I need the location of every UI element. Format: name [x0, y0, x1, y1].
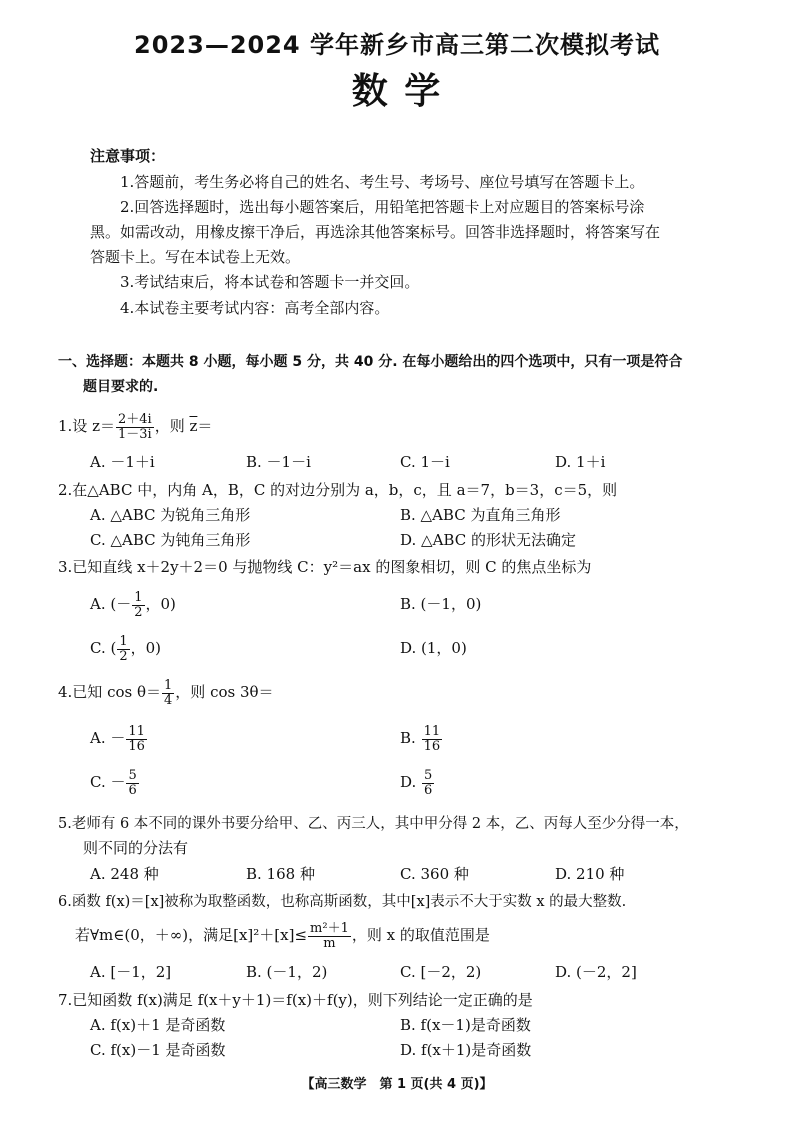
question-7-stem: 7.已知函数 f(x)满足 f(x＋y＋1)＝f(x)＋f(y)，则下列结论一定正确的是	[58, 991, 533, 1009]
option-a: A. －1＋i	[90, 453, 155, 471]
question-2-stem: 2.在△ABC 中，内角 A，B，C 的对边分别为 a，b，c，且 a＝7，b＝3，c＝5，则	[58, 481, 618, 499]
option-d: D. (1，0)	[400, 639, 467, 657]
subject-title: 数 学	[351, 71, 443, 112]
option-d: D. 1＋i	[555, 453, 606, 471]
option-b: B. 168 种	[246, 865, 315, 883]
option-d: D. $\frac{5}{6}$	[400, 767, 433, 798]
option-b: B. f(x－1)是奇函数	[400, 1016, 531, 1034]
notice-item: 2.回答选择题时，选出每小题答案后，用铅笔把答题卡上对应题目的答案标号涂	[120, 198, 645, 216]
notice-item: 答题卡上。写在本试卷上无效。	[90, 248, 301, 266]
option-b: B. $\frac{11}{16}$	[400, 723, 441, 754]
option-b: B. －1－i	[246, 453, 311, 471]
option-d: D. f(x＋1)是奇函数	[400, 1041, 532, 1059]
question-1-stem: 1.设 z＝ $\frac{2+4i}{1-3i}$ ，则 $\overline{z}=$	[58, 411, 213, 442]
option-c: C. f(x)－1 是奇函数	[90, 1041, 226, 1059]
section-heading-cont: 题目要求的.	[83, 379, 159, 395]
option-a: A. [－1，2]	[90, 963, 172, 981]
option-d: D. 210 种	[555, 865, 625, 883]
option-c: C. △ABC 为钝角三角形	[90, 531, 251, 549]
option-d: D. △ABC 的形状无法确定	[400, 531, 576, 549]
question-4-stem: 4.已知 cos θ＝ $\frac{1}{4}$ ，则 cos 3θ＝	[58, 677, 274, 708]
option-a: A. 248 种	[90, 865, 159, 883]
option-c: C. 360 种	[400, 865, 469, 883]
section-heading: 一、选择题：本题共 8 小题，每小题 5 分，共 40 分. 在每小题给出的四个选项中，只有一项是符合	[58, 354, 683, 370]
option-b: B. (－1，2)	[246, 963, 328, 981]
option-a: A. (－ $\frac{1}{2}$ ，0)	[90, 589, 176, 620]
exam-title: 2023—2024 学年新乡市高三第二次模拟考试	[134, 31, 660, 59]
notice-heading: 注意事项：	[90, 147, 166, 165]
option-d: D. (－2，2]	[555, 963, 637, 981]
question-5-stem-cont: 则不同的分法有	[83, 839, 189, 857]
question-6-stem-cont: 若∀m∈(0，＋∞)，满足[x]²＋[x]≤ $\frac{\text{m²＋1}}{m}$ ，则 x 的取值范围是	[75, 920, 490, 951]
notice-item: 黑。如需改动，用橡皮擦干净后，再选涂其他答案标号。回答非选择题时，将答案写在	[90, 223, 661, 241]
option-b: B. △ABC 为直角三角形	[400, 506, 561, 524]
option-c: C. 1－i	[400, 453, 450, 471]
option-c: C. [－2，2)	[400, 963, 482, 981]
page-footer: 【高三数学 第 1 页(共 4 页)】	[301, 1077, 493, 1092]
notice-item: 3.考试结束后，将本试卷和答题卡一并交回。	[120, 273, 420, 291]
option-a: A. － $\frac{11}{16}$	[90, 723, 145, 754]
question-6-stem: 6.函数 f(x)＝[x]被称为取整函数，也称高斯函数，其中[x]表示不大于实数 x 的最大整数.	[58, 894, 627, 910]
option-a: A. f(x)＋1 是奇函数	[90, 1016, 226, 1034]
question-5-stem: 5.老师有 6 本不同的课外书要分给甲、乙、丙三人，其中甲分得 2 本，乙、丙每人至少分得一本，	[58, 816, 689, 832]
fraction: $\frac{2+4i}{1-3i}$	[117, 411, 152, 442]
option-b: B. (－1，0)	[400, 595, 482, 613]
option-c: C. － $\frac{5}{6}$	[90, 767, 137, 798]
question-3-stem: 3.已知直线 x＋2y＋2＝0 与抛物线 C：y²＝ax 的图象相切，则 C 的焦点坐标为	[58, 558, 592, 576]
notice-item: 1.答题前，考生务必将自己的姓名、考生号、考场号、座位号填写在答题卡上。	[120, 173, 645, 191]
option-c: C. ( $\frac{1}{2}$ ，0)	[90, 633, 162, 664]
option-a: A. △ABC 为锐角三角形	[90, 506, 251, 524]
notice-item: 4.本试卷主要考试内容：高考全部内容。	[120, 299, 390, 317]
